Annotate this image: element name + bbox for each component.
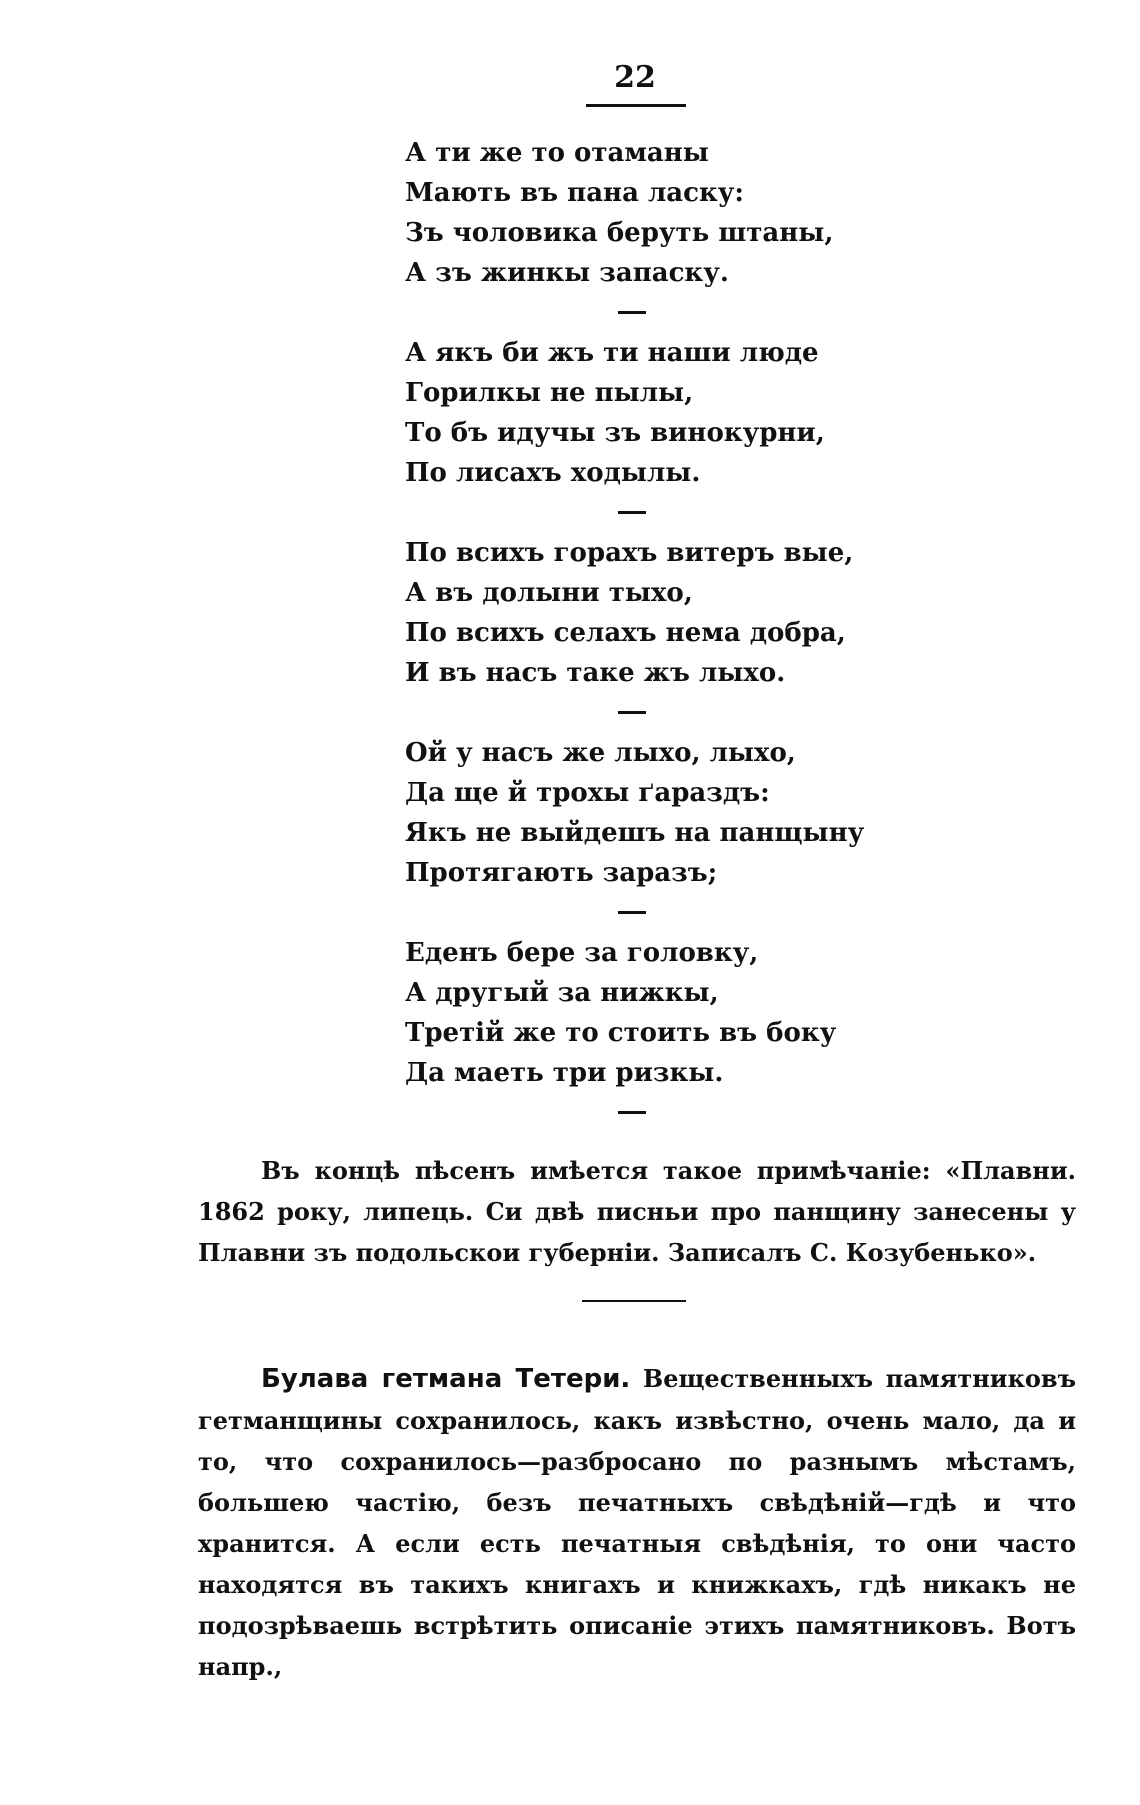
poem-line: А въ долыни тыхо,: [405, 578, 693, 608]
stanza: [405, 333, 965, 493]
poem-line: По всихъ горахъ витеръ вые,: [405, 538, 854, 568]
poem-line: И въ насъ таке жъ лыхо.: [405, 658, 786, 688]
page-number-rule: [586, 104, 686, 107]
poem-line: По лисахъ ходылы.: [405, 458, 701, 488]
poem-line: А ти же то отаманы: [405, 138, 709, 168]
poem-line: Еденъ бере за головку,: [405, 938, 759, 968]
poem-line: Горилкы не пылы,: [405, 378, 694, 408]
stanza: [405, 933, 965, 1093]
poem-line: Да ще й трохы ґараздъ:: [405, 778, 770, 808]
poem: [405, 133, 965, 1133]
note-paragraph: Въ концѣ пѣсенъ имѣется такое примѣчаніе: «Плавни. 1862 року, липець. Си двѣ писньи про панщину занесены у Плавни зъ подольскои губерніи. Записалъ С. Козубенько».: [198, 1156, 1076, 1267]
poem-line: Зъ чоловика беруть штаны,: [405, 218, 834, 248]
poem-line: Ой у насъ же лыхо, лыхо,: [405, 738, 796, 768]
stanza-separator: [618, 893, 965, 933]
stanza-separator: [618, 1093, 965, 1133]
stanza: [405, 533, 965, 693]
poem-line: То бъ идучы зъ винокурни,: [405, 418, 825, 448]
page-number: 22: [614, 60, 656, 95]
poem-line: Третій же то стоить въ боку: [405, 1018, 837, 1048]
poem-line: А якъ би жъ ти наши люде: [405, 338, 819, 368]
poem-line: Да маеть три ризкы.: [405, 1058, 724, 1088]
section-divider: [582, 1300, 686, 1302]
stanza-separator: [618, 693, 965, 733]
stanza-separator: [618, 493, 965, 533]
article: [198, 1358, 1076, 1687]
editor-note: [198, 1150, 1076, 1273]
poem-line: Протягають заразъ;: [405, 858, 718, 888]
poem-line: А другый за нижкы,: [405, 978, 719, 1008]
article-heading: Булава гетмана Тетери.: [261, 1364, 631, 1394]
stanza: [405, 133, 965, 293]
stanza-separator: [618, 293, 965, 333]
poem-line: По всихъ селахъ нема добра,: [405, 618, 846, 648]
stanza: [405, 733, 965, 893]
poem-line: Мають въ пана ласку:: [405, 178, 744, 208]
article-paragraph: [198, 1358, 1076, 1687]
poem-line: А зъ жинкы запаску.: [405, 258, 729, 288]
article-text: Вещественныхъ памятниковъ гетманщины сохранилось, какъ извѣстно, очень мало, да и то, что сохранилось—разбросано по разнымъ мѣстамъ, большею частію, безъ печатныхъ свѣдѣній—гдѣ и что хранится. А если есть печатныя свѣдѣнія, то они часто находятся въ такихъ книгахъ и книжкахъ, гдѣ никакъ не подозрѣваешь встрѣтить описаніе этихъ памятниковъ. Вотъ напр.,: [198, 1364, 1076, 1681]
poem-line: Якъ не выйдешъ на панщыну: [405, 818, 865, 848]
